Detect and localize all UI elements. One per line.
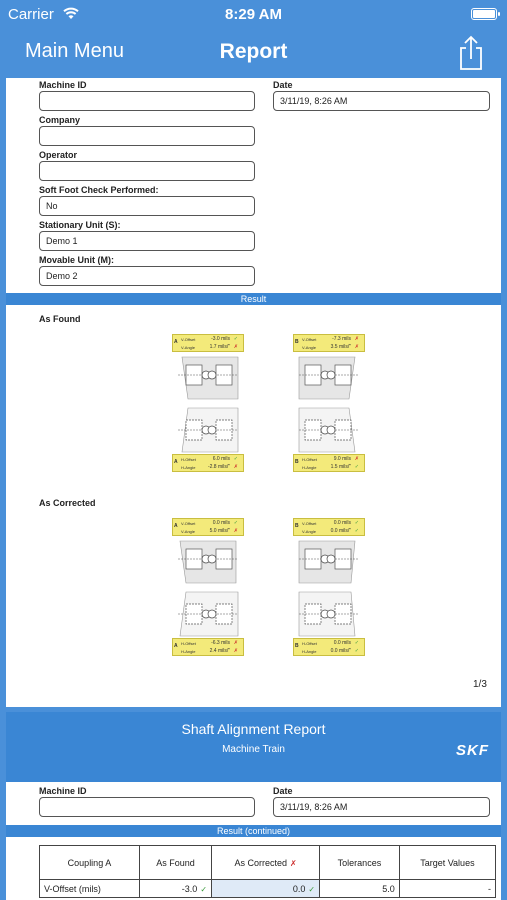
status-bar xyxy=(0,0,507,30)
soft-foot-label: Soft Foot Check Performed: xyxy=(39,185,159,195)
carrier-label: Carrier xyxy=(8,6,54,23)
machine-id-field xyxy=(39,797,255,817)
report-title: Shaft Alignment Report xyxy=(181,721,326,737)
as-found-coupling-b-vertical: B V-Offset -7.3 mils ✗ V-Angle 3.5 mils/" ✗ xyxy=(293,334,365,402)
column-header: As Found xyxy=(139,846,211,880)
soft-foot-field: No xyxy=(39,196,255,216)
as-corrected-label: As Corrected xyxy=(39,498,96,508)
as-found-cell: -3.0 ✓ xyxy=(139,880,211,898)
coupling-diagram-icon xyxy=(176,353,240,401)
as-corrected-coupling-a-vertical: A V-Offset 0.0 mils ✓ V-Angle 5.0 mils/" ✗ xyxy=(172,518,244,586)
movable-unit-label: Movable Unit (M): xyxy=(39,255,114,265)
battery-icon xyxy=(471,8,497,20)
coupling-diagram-icon xyxy=(297,353,361,401)
stationary-unit-field: Demo 1 xyxy=(39,231,255,251)
navigation-bar xyxy=(0,30,507,78)
date-label: Date xyxy=(273,786,293,796)
operator-field xyxy=(39,161,255,181)
as-corrected-coupling-b-vertical: B V-Offset 0.0 mils ✓ V-Angle 0.0 mils/" ✓ xyxy=(293,518,365,586)
as-found-coupling-a-vertical: A V-Offset -3.0 mils ✓ V-Angle 1.7 mils/" ✗ xyxy=(172,334,244,402)
result-continued-bar: Result (continued) xyxy=(6,825,501,837)
as-corrected-cell: 0.0 ✓ xyxy=(212,880,320,898)
date-label: Date xyxy=(273,80,293,90)
date-field: 3/11/19, 8:26 AM xyxy=(273,797,490,817)
coupling-diagram-icon xyxy=(176,590,240,638)
page-number: 1/3 xyxy=(473,679,487,690)
report-subtitle: Machine Train xyxy=(222,744,285,755)
coupling-diagram-icon xyxy=(176,406,240,454)
coupling-diagram-icon xyxy=(297,537,361,585)
main-menu-button[interactable]: Main Menu xyxy=(25,40,124,62)
company-field xyxy=(39,126,255,146)
page-title: Report xyxy=(219,40,288,63)
share-icon[interactable] xyxy=(457,35,485,71)
column-header: Tolerances xyxy=(320,846,400,880)
result-bar: Result xyxy=(6,293,501,305)
stationary-unit-label: Stationary Unit (S): xyxy=(39,220,121,230)
as-found-coupling-b-horizontal: B H-Offset 9.0 mils ✗ H-Angle 1.5 mils/" ✓ xyxy=(293,406,365,474)
table-row xyxy=(40,880,496,898)
clock: 8:29 AM xyxy=(225,6,282,23)
as-corrected-coupling-b-horizontal: B H-Offset 0.0 mils ✓ H-Angle 0.0 mils/" ✓ xyxy=(293,590,365,658)
as-found-coupling-a-horizontal: A H-Offset 6.0 mils ✓ H-Angle -2.8 mils/" ✗ xyxy=(172,406,244,474)
operator-label: Operator xyxy=(39,150,78,160)
skf-logo: SKF xyxy=(456,742,489,759)
as-found-label: As Found xyxy=(39,314,81,324)
coupling-diagram-icon xyxy=(297,590,361,638)
report-page-1[interactable] xyxy=(6,78,501,707)
column-header: Target Values xyxy=(399,846,495,880)
machine-id-field xyxy=(39,91,255,111)
machine-id-label: Machine ID xyxy=(39,80,87,90)
coupling-diagram-icon xyxy=(176,537,240,585)
row-name: V-Offset (mils) xyxy=(40,880,140,898)
date-field: 3/11/19, 8:26 AM xyxy=(273,91,490,111)
column-header: Coupling A xyxy=(40,846,140,880)
company-label: Company xyxy=(39,115,81,125)
column-header: As Corrected ✗ xyxy=(212,846,320,880)
coupling-diagram-icon xyxy=(297,406,361,454)
movable-unit-field: Demo 2 xyxy=(39,266,255,286)
as-corrected-coupling-a-horizontal: A H-Offset -6.3 mils ✗ H-Angle 2.4 mils/" ✗ xyxy=(172,590,244,658)
target-cell: - xyxy=(399,880,495,898)
table-header-row xyxy=(40,846,496,880)
results-table xyxy=(39,845,496,898)
report-header xyxy=(6,712,501,782)
tolerance-cell: 5.0 xyxy=(320,880,400,898)
machine-id-label: Machine ID xyxy=(39,786,87,796)
report-page-2[interactable] xyxy=(6,712,501,900)
